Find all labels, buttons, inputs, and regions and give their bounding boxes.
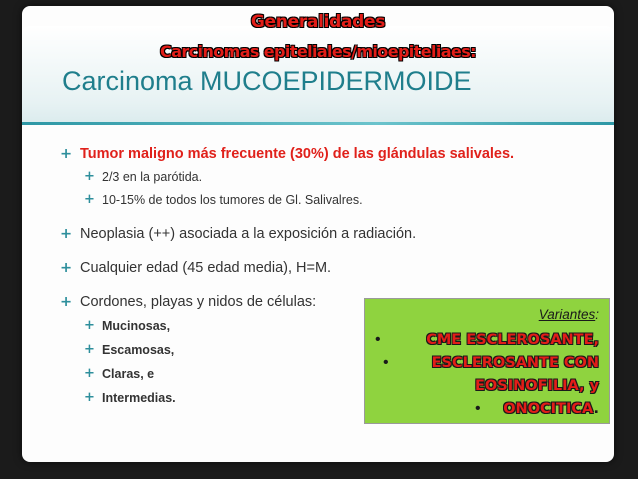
- list-item: [84, 342, 174, 357]
- list-item-text: Intermedias.: [102, 390, 176, 405]
- variants-title-colon: :: [595, 307, 599, 322]
- plus-icon: +: [60, 226, 73, 242]
- plus-icon: +: [84, 318, 95, 333]
- list-item: [84, 169, 202, 184]
- variants-box: [364, 298, 610, 424]
- slide: [22, 6, 614, 462]
- heading-carcinomas: Carcinomas epiteliales/mioepiteliaes:: [160, 42, 476, 61]
- list-item: [84, 192, 363, 207]
- plus-icon: +: [60, 260, 73, 276]
- plus-icon: +: [84, 342, 95, 357]
- list-item: [60, 146, 514, 162]
- plus-icon: +: [60, 146, 73, 162]
- variant-line-4-period: .: [593, 401, 599, 417]
- bullet-dot-icon: •: [475, 400, 481, 417]
- list-item-text: Cordones, playas y nidos de células:: [80, 294, 317, 310]
- plus-icon: +: [84, 390, 95, 405]
- list-item-text: Cualquier edad (45 edad media), H=M.: [80, 260, 332, 276]
- variants-title: [539, 307, 599, 322]
- list-item-text: Neoplasia (++) asociada a la exposición a radiación.: [80, 226, 417, 242]
- list-item: [60, 294, 316, 310]
- variant-line-4-text: ONOCITICA: [503, 401, 594, 417]
- list-item-text: Escamosas,: [102, 342, 175, 357]
- variant-line-2: ESCLEROSANTE CON: [431, 355, 599, 371]
- plus-icon: +: [84, 192, 95, 207]
- list-item-text: Mucinosas,: [102, 318, 171, 333]
- variant-line-1: CME ESCLEROSANTE,: [426, 332, 599, 348]
- list-item: [60, 260, 331, 276]
- bullet-dot-icon: •: [383, 354, 389, 371]
- list-item-text: Tumor maligno más frecuente (30%) de las glándulas salivales.: [80, 146, 515, 162]
- list-item: [84, 390, 176, 405]
- list-item: [60, 226, 416, 242]
- plus-icon: +: [60, 294, 73, 310]
- variant-line-4: [503, 401, 599, 417]
- plus-icon: +: [84, 366, 95, 381]
- list-item-text: 2/3 en la parótida.: [102, 169, 203, 184]
- bullet-dot-icon: •: [375, 331, 381, 348]
- list-item: [84, 318, 170, 333]
- list-item: [84, 366, 154, 381]
- variant-line-3: EOSINOFILIA, y: [475, 378, 599, 394]
- heading-generalidades: Generalidades: [250, 12, 386, 32]
- title-underline: [22, 122, 614, 125]
- variants-title-text: Variantes: [538, 307, 596, 322]
- page-title: Carcinoma MUCOEPIDERMOIDE: [62, 66, 472, 96]
- plus-icon: +: [84, 169, 95, 184]
- list-item-text: 10-15% de todos los tumores de Gl. Salivalres.: [102, 192, 363, 207]
- list-item-text: Claras, e: [102, 366, 155, 381]
